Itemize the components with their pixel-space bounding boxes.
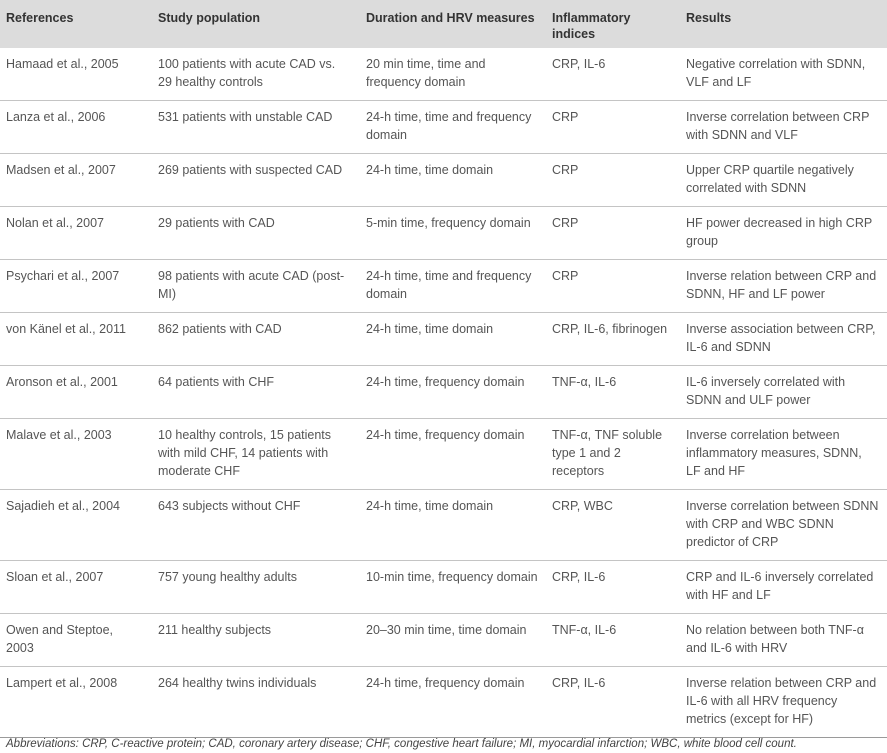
cell-results: IL-6 inversely correlated with SDNN and ULF power [680,366,887,419]
cell-inflammatory: CRP, WBC [546,490,680,561]
cell-population: 211 healthy subjects [152,614,360,667]
table-row [0,207,887,260]
table-row [0,101,887,154]
table-row [0,419,887,490]
table-row [0,154,887,207]
cell-duration: 24-h time, frequency domain [360,667,546,738]
header-duration: Duration and HRV measures [360,0,546,48]
cell-inflammatory: CRP [546,154,680,207]
cell-population: 264 healthy twins individuals [152,667,360,738]
cell-duration: 5-min time, frequency domain [360,207,546,260]
cell-population: 29 patients with CAD [152,207,360,260]
header-population: Study population [152,0,360,48]
cell-population: 862 patients with CAD [152,313,360,366]
table-row [0,490,887,561]
cell-results: HF power decreased in high CRP group [680,207,887,260]
cell-results: No relation between both TNF-α and IL-6 with HRV [680,614,887,667]
cell-results: Inverse correlation between SDNN with CRP and WBC SDNN predictor of CRP [680,490,887,561]
cell-results: Negative correlation with SDNN, VLF and LF [680,48,887,101]
cell-reference: Psychari et al., 2007 [0,260,152,313]
table-row [0,48,887,101]
cell-results: Upper CRP quartile negatively correlated with SDNN [680,154,887,207]
cell-reference: Aronson et al., 2001 [0,366,152,419]
cell-duration: 10-min time, frequency domain [360,561,546,614]
cell-inflammatory: CRP, IL-6 [546,667,680,738]
cell-population: 269 patients with suspected CAD [152,154,360,207]
cell-results: Inverse relation between CRP and IL-6 with all HRV frequency metrics (except for HF) [680,667,887,738]
cell-population: 100 patients with acute CAD vs. 29 healthy controls [152,48,360,101]
cell-duration: 20 min time, time and frequency domain [360,48,546,101]
cell-reference: Sloan et al., 2007 [0,561,152,614]
table-row [0,366,887,419]
table-row [0,561,887,614]
header-inflammatory: Inflammatory indices [546,0,680,48]
header-results: Results [680,0,887,48]
cell-results: Inverse correlation between inflammatory measures, SDNN, LF and HF [680,419,887,490]
cell-results: Inverse association between CRP, IL-6 and SDNN [680,313,887,366]
cell-population: 643 subjects without CHF [152,490,360,561]
cell-inflammatory: CRP [546,260,680,313]
cell-results: Inverse relation between CRP and SDNN, HF and LF power [680,260,887,313]
cell-results: Inverse correlation between CRP with SDNN and VLF [680,101,887,154]
cell-reference: Sajadieh et al., 2004 [0,490,152,561]
table-row [0,667,887,738]
cell-duration: 24-h time, time and frequency domain [360,101,546,154]
cell-reference: Madsen et al., 2007 [0,154,152,207]
cell-inflammatory: CRP, IL-6 [546,48,680,101]
cell-inflammatory: CRP [546,101,680,154]
cell-reference: Nolan et al., 2007 [0,207,152,260]
cell-reference: Hamaad et al., 2005 [0,48,152,101]
cell-population: 757 young healthy adults [152,561,360,614]
cell-reference: Lanza et al., 2006 [0,101,152,154]
cell-duration: 24-h time, frequency domain [360,366,546,419]
cell-inflammatory: CRP, IL-6 [546,561,680,614]
cell-population: 531 patients with unstable CAD [152,101,360,154]
cell-inflammatory: TNF-α, IL-6 [546,366,680,419]
header-row [0,0,887,48]
cell-duration: 24-h time, time domain [360,154,546,207]
cell-duration: 24-h time, frequency domain [360,419,546,490]
table-row [0,313,887,366]
cell-inflammatory: CRP [546,207,680,260]
cell-duration: 20–30 min time, time domain [360,614,546,667]
table-row [0,614,887,667]
cell-reference: Lampert et al., 2008 [0,667,152,738]
abbreviations-footnote: Abbreviations: CRP, C-reactive protein; CAD, coronary artery disease; CHF, congestive heart failure; MI, myocardial infarction; WBC, white blood cell count. [6,738,797,750]
cell-reference: Malave et al., 2003 [0,419,152,490]
cell-duration: 24-h time, time domain [360,490,546,561]
cell-inflammatory: TNF-α, TNF soluble type 1 and 2 receptors [546,419,680,490]
header-references: References [0,0,152,48]
cell-inflammatory: TNF-α, IL-6 [546,614,680,667]
cell-duration: 24-h time, time and frequency domain [360,260,546,313]
cell-results: CRP and IL-6 inversely correlated with HF and LF [680,561,887,614]
cell-duration: 24-h time, time domain [360,313,546,366]
cell-population: 98 patients with acute CAD (post-MI) [152,260,360,313]
table-row [0,260,887,313]
cell-reference: von Känel et al., 2011 [0,313,152,366]
cell-inflammatory: CRP, IL-6, fibrinogen [546,313,680,366]
cell-population: 64 patients with CHF [152,366,360,419]
cell-population: 10 healthy controls, 15 patients with mild CHF, 14 patients with moderate CHF [152,419,360,490]
cell-reference: Owen and Steptoe, 2003 [0,614,152,667]
